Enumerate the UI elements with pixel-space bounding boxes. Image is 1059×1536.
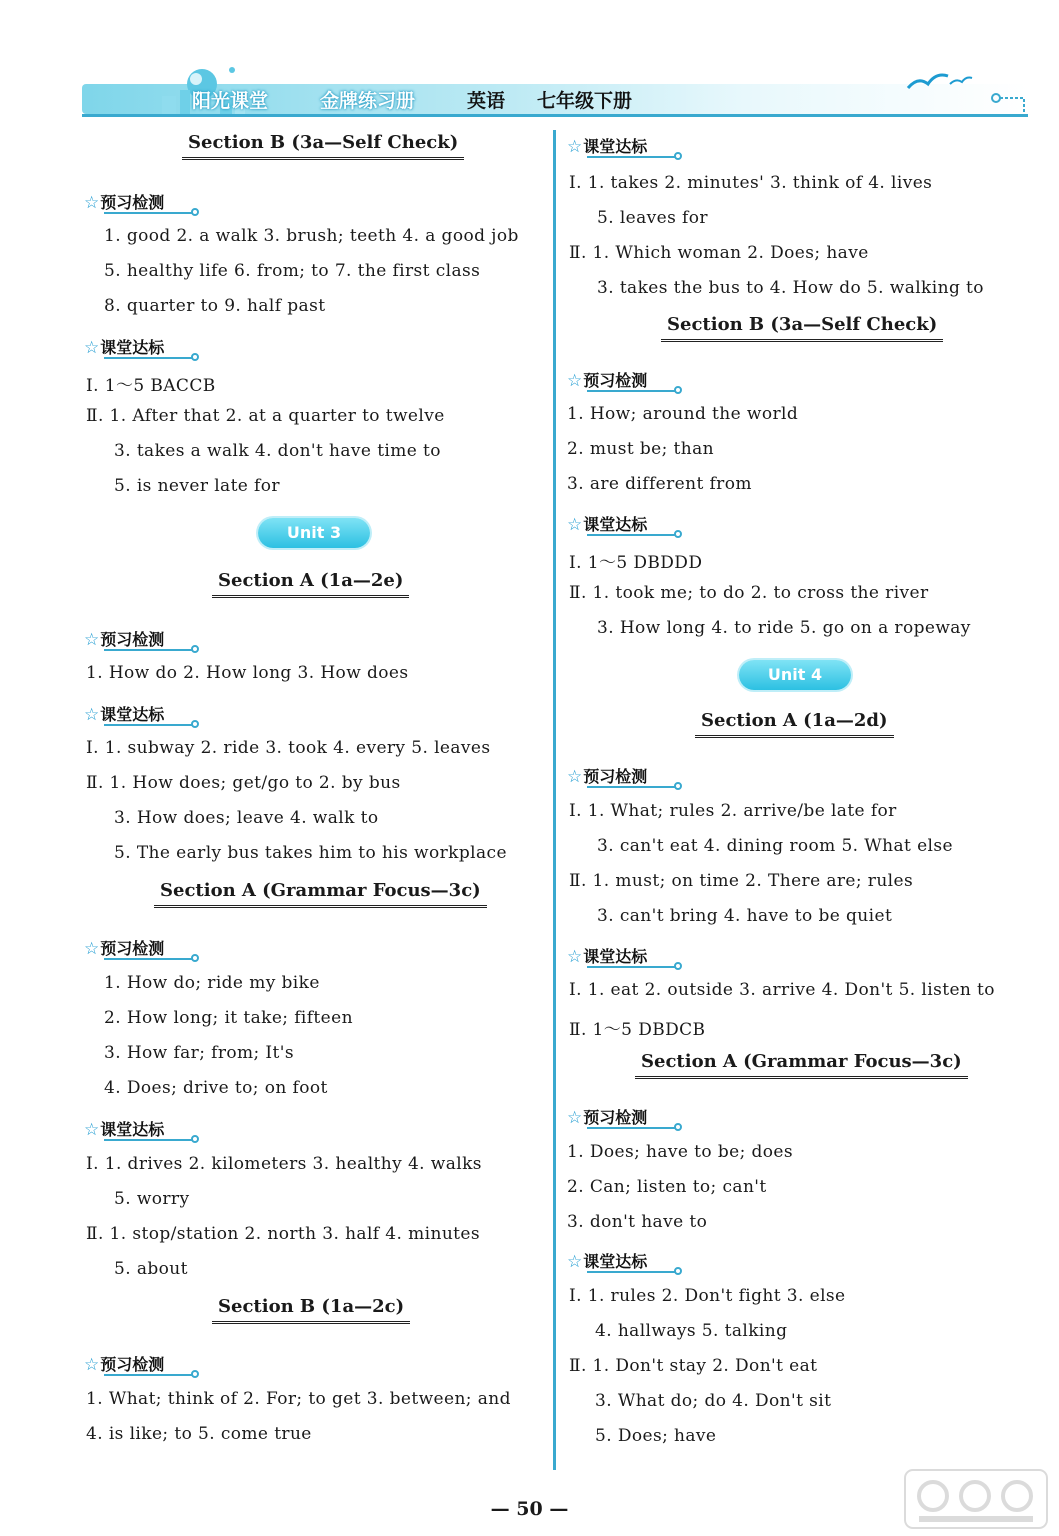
answer-line: Ⅰ. 1～5 DBDDD: [569, 553, 703, 573]
unit-badge: Unit 4: [739, 660, 851, 690]
answer-line: 2. How long; it take; fifteen: [104, 1008, 353, 1028]
star-icon: ☆: [84, 630, 100, 650]
answer-line: 3. can't bring 4. have to be quiet: [597, 906, 893, 926]
answer-line: Ⅰ. 1. eat 2. outside 3. arrive 4. Don't 5. listen to: [569, 980, 995, 1000]
answer-line: 5. The early bus takes him to his workplace: [114, 843, 507, 863]
classwork-label: ☆课堂达标: [84, 702, 164, 725]
section-title: Section A (Grammar Focus—3c): [635, 1051, 968, 1079]
answer-line: 3. How long 4. to ride 5. go on a ropeway: [597, 618, 971, 638]
page-number: — 50 —: [490, 1498, 569, 1520]
section-title: Section B (3a—Self Check): [182, 132, 464, 160]
grade-name: 七年级下册: [537, 90, 633, 112]
answer-line: Ⅰ. 1. drives 2. kilometers 3. healthy 4. walks: [86, 1154, 482, 1174]
answer-line: 3. How does; leave 4. walk to: [114, 808, 379, 828]
preview-label: ☆预习检测: [567, 764, 647, 787]
answer-line: 3. takes a walk 4. don't have time to: [114, 441, 441, 461]
section-title: Section A (1a—2e): [212, 570, 409, 598]
classwork-label: ☆课堂达标: [567, 944, 647, 967]
classwork-label: ☆课堂达标: [567, 1249, 647, 1272]
answer-line: 1. good 2. a walk 3. brush; teeth 4. a good job: [104, 226, 519, 246]
answer-line: Ⅱ. 1. How does; get/go to 2. by bus: [86, 773, 401, 793]
section-title: Section A (Grammar Focus—3c): [154, 880, 487, 908]
star-icon: ☆: [84, 193, 100, 213]
answer-line: 4. is like; to 5. come true: [86, 1424, 312, 1444]
star-icon: ☆: [567, 371, 583, 391]
answer-line: Ⅱ. 1. took me; to do 2. to cross the river: [569, 583, 929, 603]
answer-line: Ⅰ. 1～5 BACCB: [86, 376, 216, 396]
star-icon: ☆: [567, 1108, 583, 1128]
answer-line: 3. are different from: [567, 474, 752, 494]
answer-line: Ⅰ. 1. rules 2. Don't fight 3. else: [569, 1286, 846, 1306]
answer-line: Ⅱ. 1. After that 2. at a quarter to twelve: [86, 406, 445, 426]
answer-line: Ⅱ. 1. Which woman 2. Does; have: [569, 243, 869, 263]
classwork-label: ☆课堂达标: [567, 512, 647, 535]
classwork-label: ☆课堂达标: [84, 335, 164, 358]
star-icon: ☆: [84, 338, 100, 358]
section-title: Section B (3a—Self Check): [661, 314, 943, 342]
answer-line: 3. takes the bus to 4. How do 5. walking to: [597, 278, 984, 298]
star-icon: ☆: [567, 1252, 583, 1272]
answer-line: 1. How do; ride my bike: [104, 973, 320, 993]
answer-line: Ⅱ. 1. Don't stay 2. Don't eat: [569, 1356, 818, 1376]
header-rule: [82, 114, 1028, 117]
page-header: [82, 62, 1028, 122]
preview-label: ☆预习检测: [84, 627, 164, 650]
answer-line: Ⅰ. 1. subway 2. ride 3. took 4. every 5. leaves: [86, 738, 491, 758]
answer-line: 8. quarter to 9. half past: [104, 296, 326, 316]
series-name: 阳光课堂: [192, 90, 269, 112]
preview-label: ☆预习检测: [84, 936, 164, 959]
answer-line: Ⅱ. 1～5 DBDCB: [569, 1020, 706, 1040]
classwork-label: ☆课堂达标: [567, 134, 647, 157]
answer-line: 3. don't have to: [567, 1212, 708, 1232]
preview-label: ☆预习检测: [84, 1352, 164, 1375]
birds-icon: [898, 66, 978, 96]
answer-line: 5. worry: [114, 1189, 190, 1209]
star-icon: ☆: [84, 1355, 100, 1375]
section-title: Section A (1a—2d): [695, 710, 894, 738]
answer-line: Ⅱ. 1. must; on time 2. There are; rules: [569, 871, 914, 891]
unit-badge: Unit 3: [258, 518, 370, 548]
answer-line: Ⅱ. 1. stop/station 2. north 3. half 4. minutes: [86, 1224, 480, 1244]
preview-label: ☆预习检测: [567, 368, 647, 391]
subject-name: 英语: [467, 90, 506, 112]
answer-line: 3. What do; do 4. Don't sit: [595, 1391, 832, 1411]
watermark-logo-icon: [901, 1466, 1051, 1532]
answer-line: 1. What; think of 2. For; to get 3. between; and: [86, 1389, 511, 1409]
section-title: Section B (1a—2c): [212, 1296, 410, 1324]
answer-line: 4. hallways 5. talking: [595, 1321, 788, 1341]
classwork-label: ☆课堂达标: [84, 1117, 164, 1140]
answer-line: 5. is never late for: [114, 476, 280, 496]
star-icon: ☆: [84, 939, 100, 959]
answer-line: 1. Does; have to be; does: [567, 1142, 794, 1162]
preview-label: ☆预习检测: [567, 1105, 647, 1128]
answer-line: 3. How far; from; It's: [104, 1043, 294, 1063]
answer-line: 5. healthy life 6. from; to 7. the first class: [104, 261, 481, 281]
star-icon: ☆: [567, 767, 583, 787]
answer-line: 1. How do 2. How long 3. How does: [86, 663, 409, 683]
answer-line: Ⅰ. 1. What; rules 2. arrive/be late for: [569, 801, 897, 821]
answer-line: 5. Does; have: [595, 1426, 717, 1446]
star-icon: ☆: [567, 137, 583, 157]
preview-label: ☆预习检测: [84, 190, 164, 213]
answer-line: 5. leaves for: [597, 208, 708, 228]
star-icon: ☆: [567, 947, 583, 967]
corner-ornament-icon: [988, 92, 1028, 118]
column-divider: [553, 130, 556, 1470]
answer-line: 3. can't eat 4. dining room 5. What else: [597, 836, 953, 856]
star-icon: ☆: [84, 1120, 100, 1140]
answer-line: 2. must be; than: [567, 439, 714, 459]
star-icon: ☆: [84, 705, 100, 725]
answer-line: 1. How; around the world: [567, 404, 799, 424]
answer-line: 4. Does; drive to; on foot: [104, 1078, 328, 1098]
answer-line: 2. Can; listen to; can't: [567, 1177, 767, 1197]
star-icon: ☆: [567, 515, 583, 535]
book-name: 金牌练习册: [320, 90, 416, 112]
answer-line: Ⅰ. 1. takes 2. minutes' 3. think of 4. lives: [569, 173, 933, 193]
answer-line: 5. about: [114, 1259, 188, 1279]
